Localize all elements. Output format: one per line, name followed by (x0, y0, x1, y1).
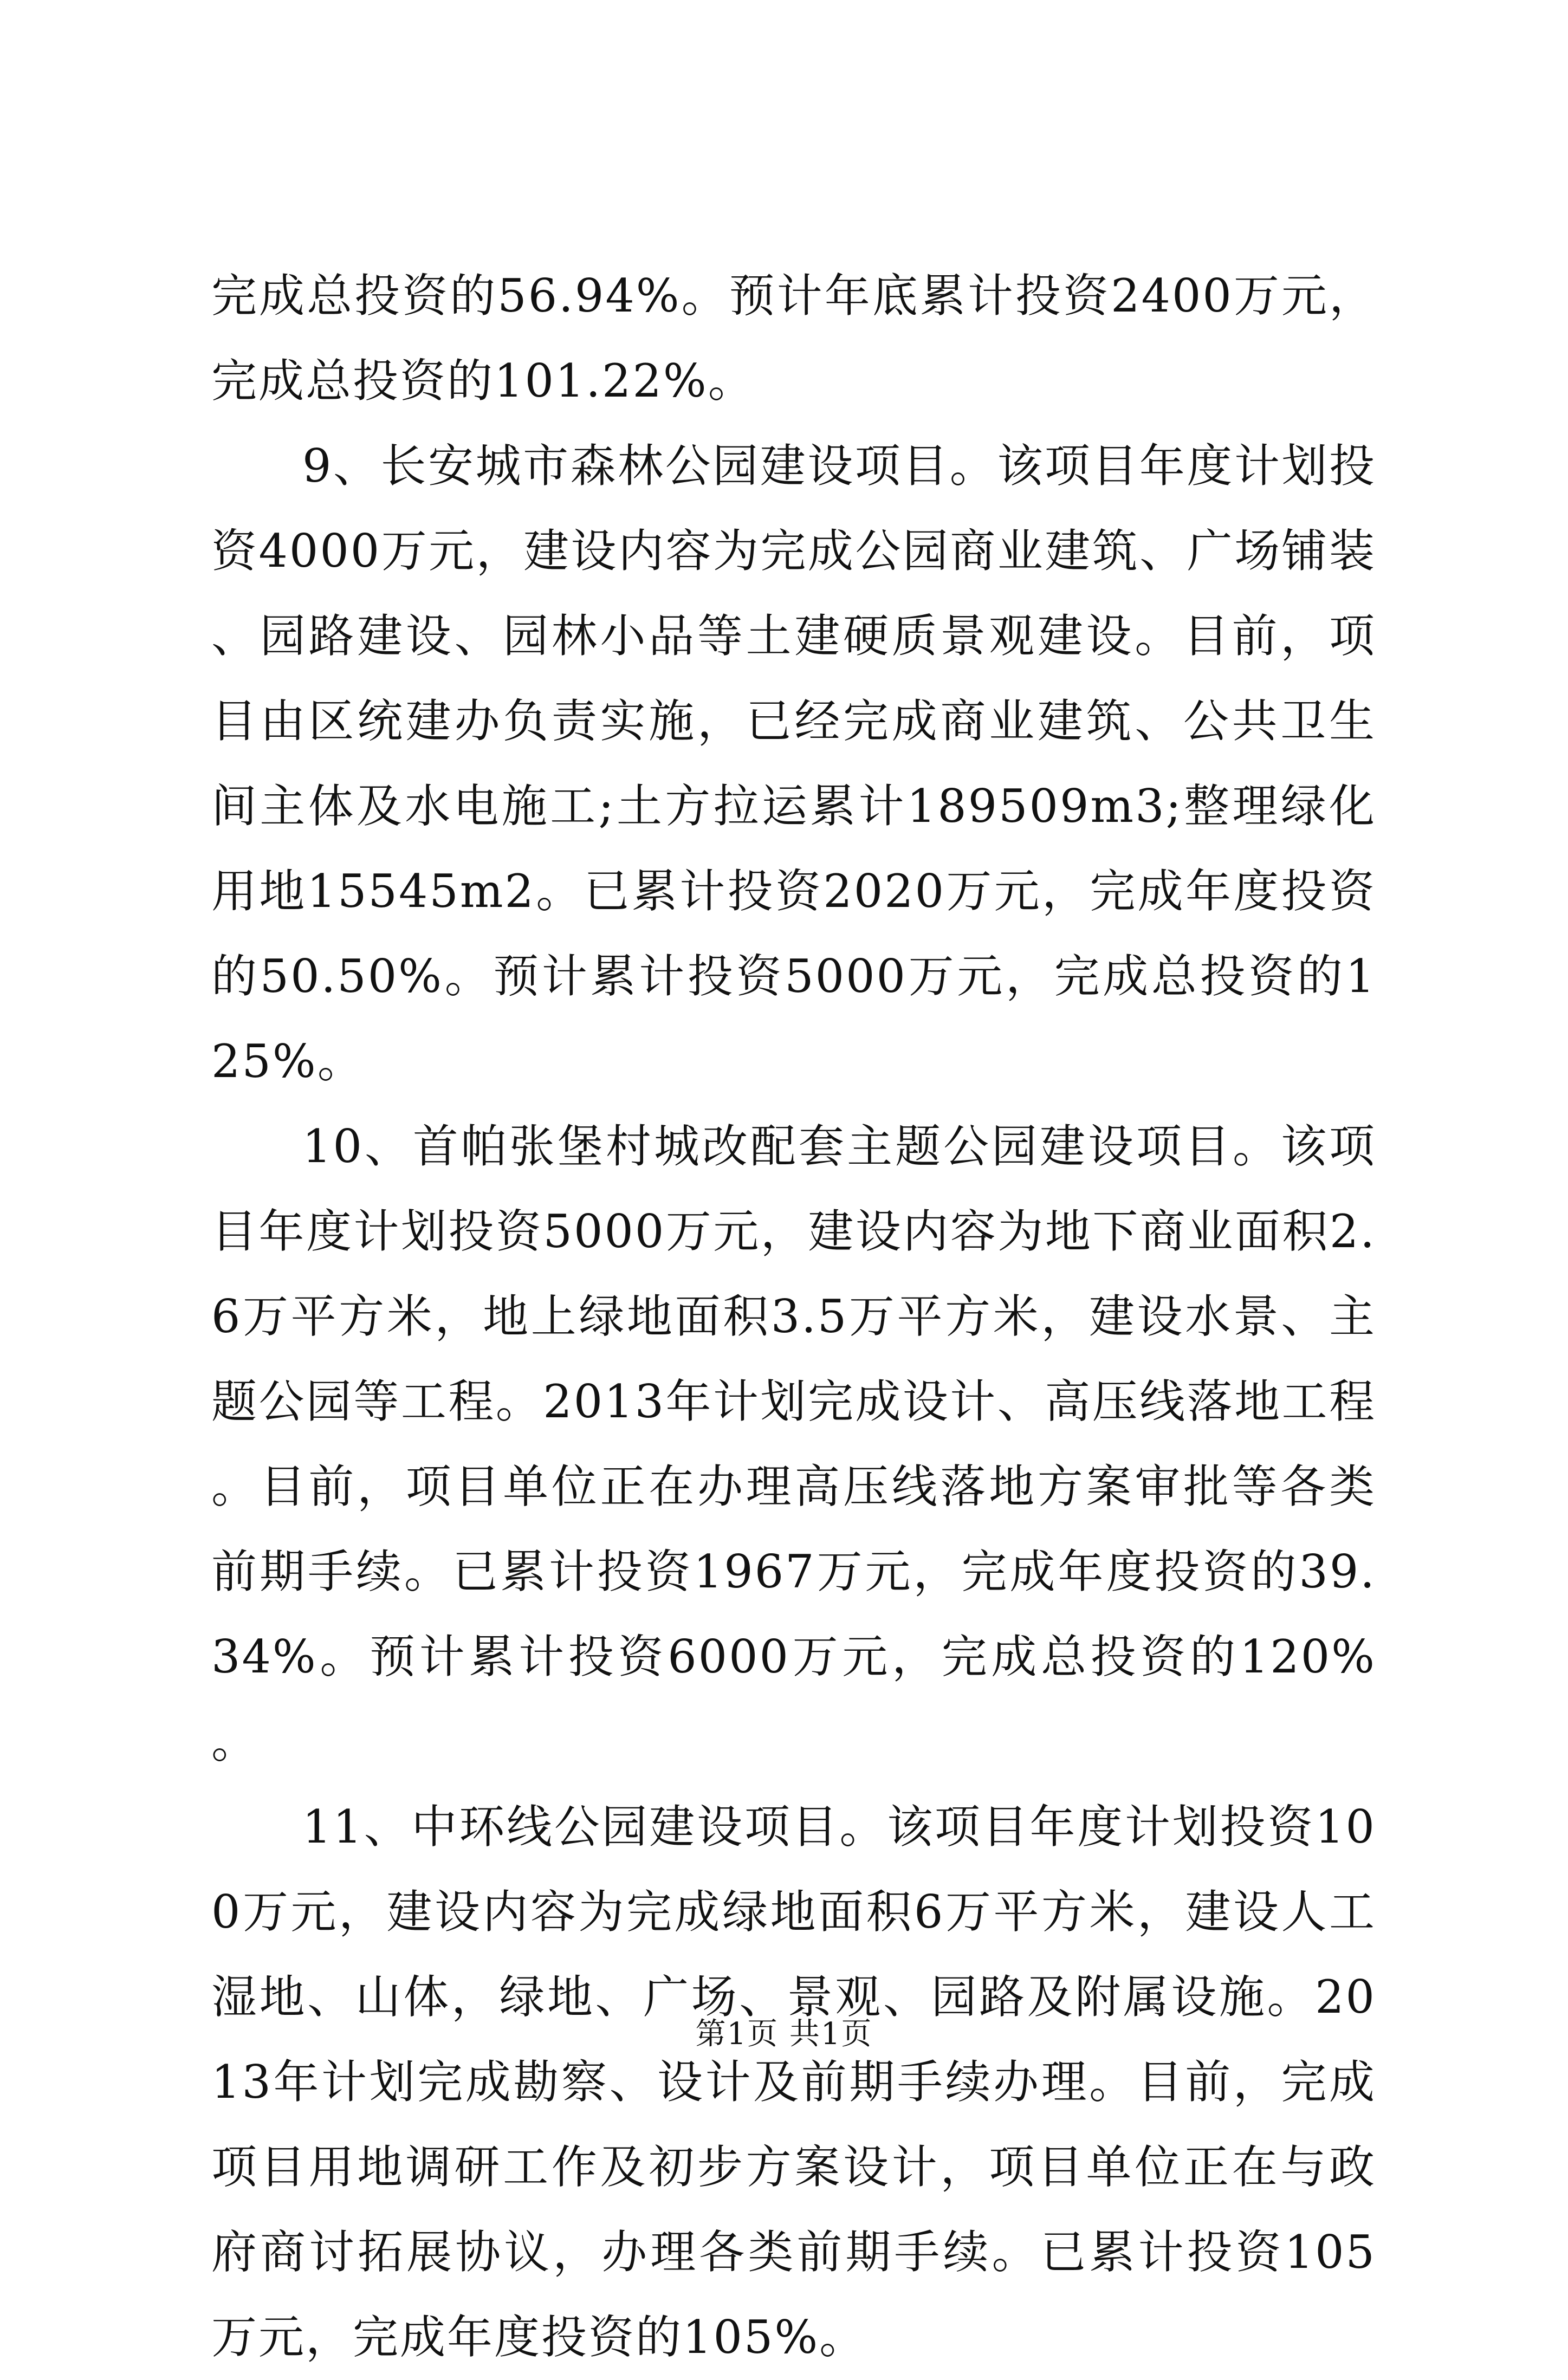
page-footer: 第1页 共1页 (695, 2016, 873, 2052)
paragraph-item-9: 9、长安城市森林公园建设项目。该项目年度计划投资4000万元，建设内容为完成公园商业建筑、广场铺装、园路建设、园林小品等土建硬质景观建设。目前，项目由区统建办负责实施，已经完成商业建筑、公共卫生间主体及水电施工;土方拉运累计189509m3;整理绿化用地15545m2。已累计投资2020万元，完成年度投资的50.50%。预计累计投资5000万元，完成总投资的125%。 (211, 439, 1376, 1088)
document-body (211, 254, 1376, 2380)
paragraph-item-10: 10、首帕张堡村城改配套主题公园建设项目。该项目年度计划投资5000万元，建设内容为地下商业面积2.6万平方米，地上绿地面积3.5万平方米，建设水景、主题公园等工程。2013年计划完成设计、高压线落地工程。目前，项目单位正在办理高压线落地方案审批等各类前期手续。已累计投资1967万元，完成年度投资的39.34%。预计累计投资6000万元，完成总投资的120%。 (211, 1120, 1376, 1768)
paragraph-item-11: 11、中环线公园建设项目。该项目年度计划投资100万元，建设内容为完成绿地面积6万平方米，建设人工湿地、山体，绿地、广场、景观、园路及附属设施。2013年计划完成勘察、设计及前期手续办理。目前，完成项目用地调研工作及初步方案设计，项目单位正在与政府商讨拓展协议，办理各类前期手续。已累计投资105万元，完成年度投资的105%。 (211, 1800, 1376, 2364)
paragraph-continued: 完成总投资的56.94%。预计年底累计投资2400万元，完成总投资的101.22%。 (211, 269, 1376, 407)
